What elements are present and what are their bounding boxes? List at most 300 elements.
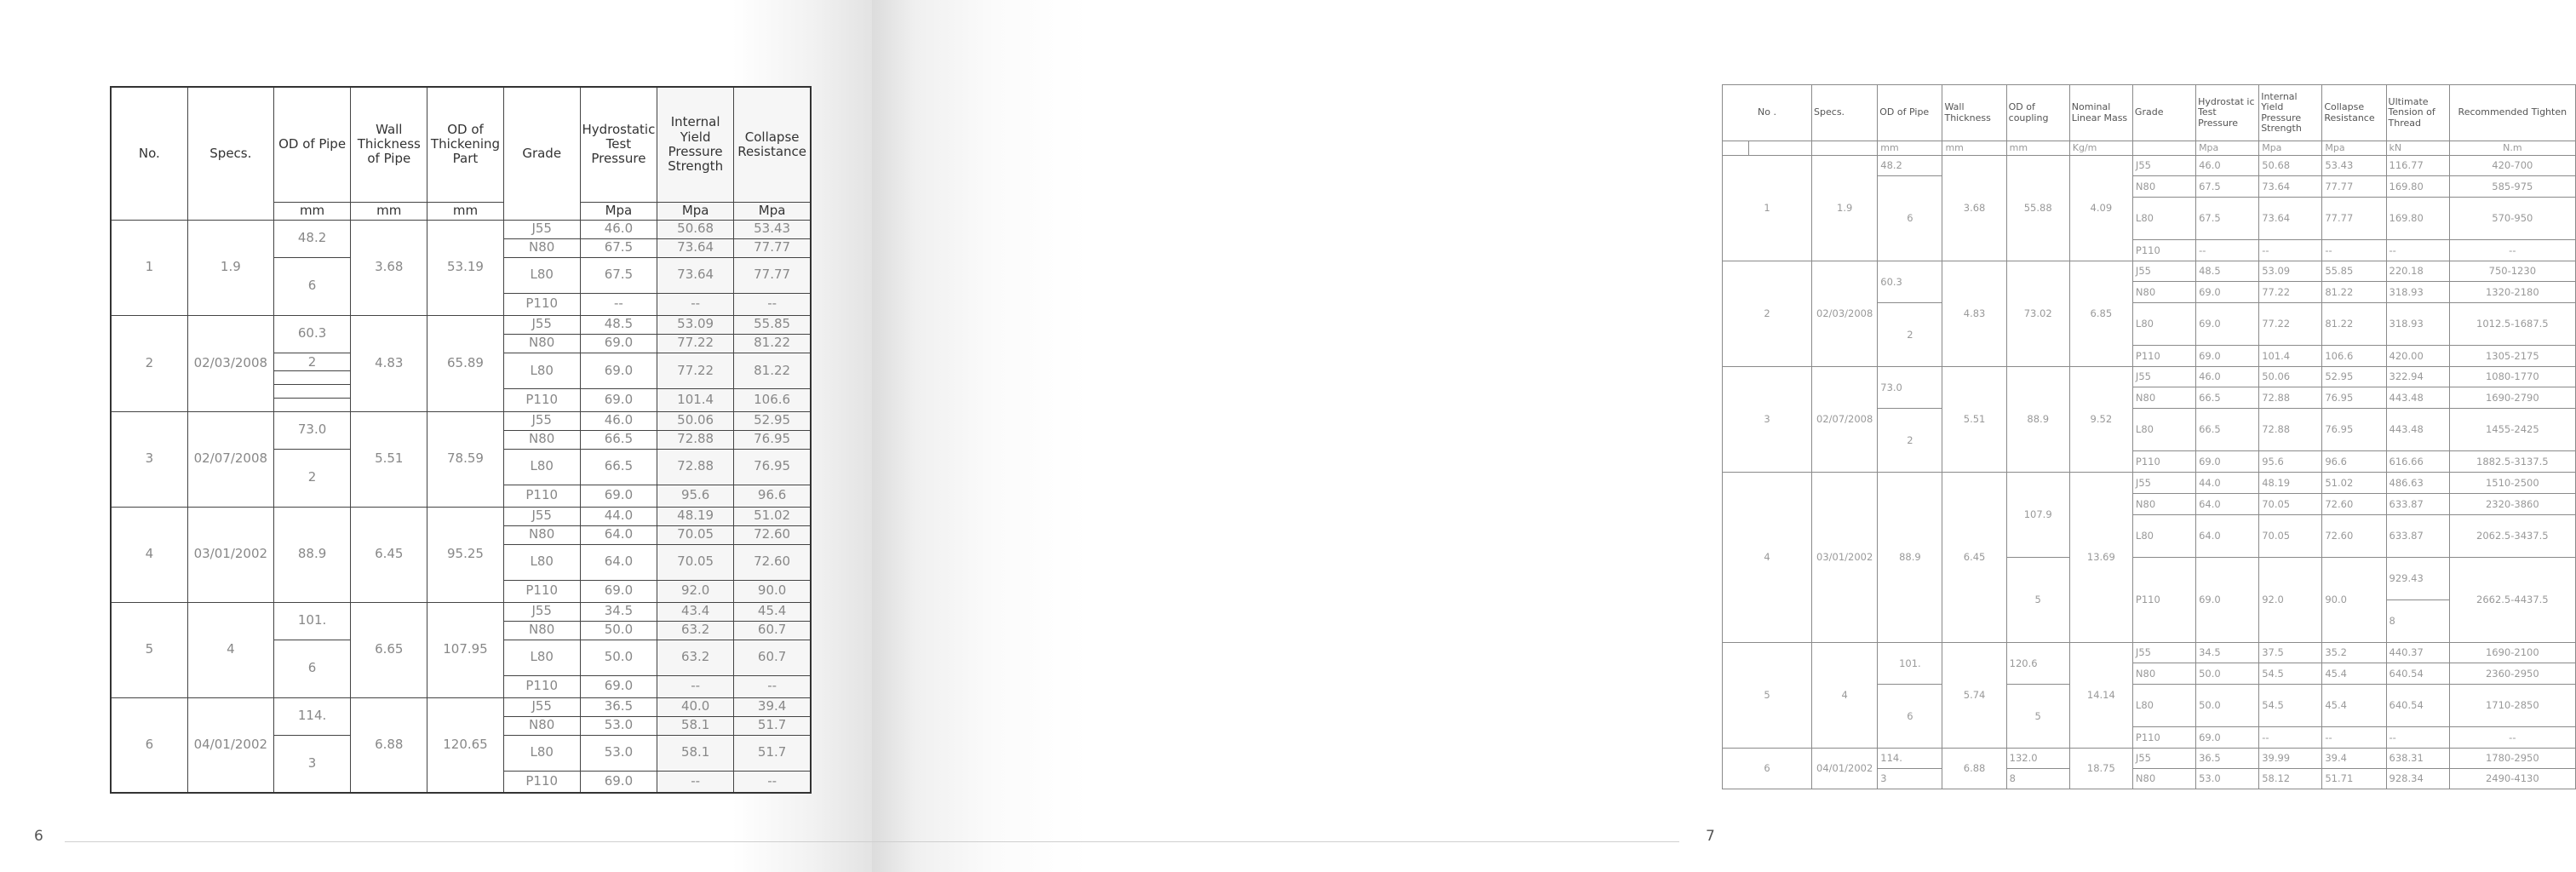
od-coupling-value: 88.9: [2006, 367, 2069, 473]
recommended-tighten-value: 1510-2500: [2449, 473, 2575, 494]
od-pipe-value: 2: [1878, 303, 1942, 367]
od-thickening-value: 65.89: [427, 315, 503, 411]
nominal-mass-value: 4.09: [2069, 156, 2132, 261]
spec-value: 02/03/2008: [1812, 261, 1878, 367]
header-od-thickening: OD of Thickening Part: [427, 87, 503, 202]
internal-yield-value: 48.19: [2259, 473, 2322, 494]
internal-yield-value: 39.99: [2259, 749, 2322, 769]
unit-od-thick: mm: [427, 202, 503, 220]
internal-yield-value: 77.22: [2259, 282, 2322, 303]
hydrostatic-value: 64.0: [580, 544, 657, 580]
collapse-value: 90.0: [2322, 558, 2386, 643]
table-row: [1723, 643, 2576, 663]
unit-ultimate: kN: [2386, 141, 2449, 156]
internal-yield-value: 58.12: [2259, 769, 2322, 789]
header-collapse: Collapse Resistance: [734, 87, 811, 202]
hydrostatic-value: 46.0: [2196, 156, 2259, 176]
row-number: 2: [111, 315, 187, 411]
footer-rule: [65, 841, 872, 842]
grade-value: L80: [503, 640, 580, 675]
unit-hydro: Mpa: [2196, 141, 2259, 156]
table-row: [111, 220, 811, 238]
recommended-tighten-value: 420-700: [2449, 156, 2575, 176]
spec-value: 02/03/2008: [187, 315, 273, 411]
grade-value: N80: [2132, 387, 2195, 409]
table-row: [111, 507, 811, 525]
wall-thickness-value: 4.83: [351, 315, 427, 411]
grade-value: J55: [2132, 749, 2195, 769]
recommended-tighten-value: 1780-2950: [2449, 749, 2575, 769]
od-thickening-value: 120.65: [427, 697, 503, 793]
internal-yield-value: 101.4: [657, 389, 734, 411]
hydrostatic-value: 50.0: [580, 640, 657, 675]
internal-yield-value: --: [657, 293, 734, 315]
hydrostatic-value: 69.0: [580, 485, 657, 507]
grade-value: J55: [503, 602, 580, 621]
casing-spec-table-left: [110, 86, 812, 794]
grade-value: J55: [2132, 367, 2195, 387]
ultimate-tension-value: 638.31: [2386, 749, 2449, 769]
grade-value: J55: [503, 507, 580, 525]
hydrostatic-value: 67.5: [580, 238, 657, 257]
grade-value: P110: [2132, 727, 2195, 749]
unit-collapse: Mpa: [734, 202, 811, 220]
od-coupling-value: 120.6: [2006, 643, 2069, 685]
header-ultimate-tension: Ultimate Tension of Thread: [2386, 85, 2449, 141]
od-pipe-value: 88.9: [1878, 473, 1942, 643]
internal-yield-value: 73.64: [2259, 198, 2322, 240]
hydrostatic-value: 69.0: [580, 353, 657, 389]
od-pipe-value: 101.: [1878, 643, 1942, 685]
collapse-value: 51.7: [734, 716, 811, 735]
internal-yield-value: 48.19: [657, 507, 734, 525]
wall-thickness-value: 6.45: [351, 507, 427, 602]
grade-value: N80: [503, 621, 580, 640]
header-no: No .: [1723, 85, 1812, 141]
header-wall-thickness: Wall Thickness of Pipe: [351, 87, 427, 202]
od-coupling-value: 8: [2006, 769, 2069, 789]
left-page: [0, 0, 872, 872]
wall-thickness-value: 3.68: [1942, 156, 2006, 261]
grade-value: P110: [503, 485, 580, 507]
internal-yield-value: 63.2: [657, 621, 734, 640]
row-number: 1: [1723, 156, 1812, 261]
unit-od-coupling: mm: [2006, 141, 2069, 156]
spec-value: 02/07/2008: [187, 411, 273, 507]
grade-value: N80: [503, 716, 580, 735]
internal-yield-value: 72.88: [657, 430, 734, 449]
ultimate-tension-value: 220.18: [2386, 261, 2449, 282]
header-internal-yield: Internal Yield Pressure Strength: [2259, 85, 2322, 141]
od-coupling-value: 5: [2006, 558, 2069, 643]
recommended-tighten-value: --: [2449, 240, 2575, 261]
ultimate-tension-value: 116.77: [2386, 156, 2449, 176]
header-collapse: Collapse Resistance: [2322, 85, 2386, 141]
od-pipe-value: 2: [274, 353, 350, 371]
grade-value: P110: [503, 580, 580, 602]
od-pipe-blank-cell: [274, 385, 350, 399]
row-number: 2: [1723, 261, 1812, 367]
hydrostatic-value: 67.5: [2196, 198, 2259, 240]
nominal-mass-value: 18.75: [2069, 749, 2132, 789]
od-pipe-value-split: [273, 353, 350, 411]
recommended-tighten-value: --: [2449, 727, 2575, 749]
internal-yield-value: 70.05: [2259, 515, 2322, 558]
table-row: [1723, 261, 2576, 282]
grade-value: P110: [503, 293, 580, 315]
row-number: 6: [1723, 749, 1812, 789]
collapse-value: 96.6: [2322, 451, 2386, 473]
table-row: [1723, 367, 2576, 387]
grade-value: L80: [2132, 685, 2195, 727]
ultimate-tension-value: 420.00: [2386, 346, 2449, 367]
grade-value: N80: [503, 334, 580, 353]
recommended-tighten-value: 750-1230: [2449, 261, 2575, 282]
nominal-mass-value: 6.85: [2069, 261, 2132, 367]
table-row: [1723, 473, 2576, 494]
hydrostatic-value: 50.0: [2196, 663, 2259, 685]
grade-value: L80: [503, 353, 580, 389]
collapse-value: 72.60: [2322, 494, 2386, 515]
ultimate-tension-value: 318.93: [2386, 303, 2449, 346]
header-grade: Grade: [2132, 85, 2195, 141]
recommended-tighten-value: 1710-2850: [2449, 685, 2575, 727]
internal-yield-value: 53.09: [2259, 261, 2322, 282]
grade-value: P110: [2132, 240, 2195, 261]
internal-yield-value: 54.5: [2259, 685, 2322, 727]
grade-value: N80: [2132, 176, 2195, 198]
hydrostatic-value: 69.0: [580, 771, 657, 793]
hydrostatic-value: 66.5: [580, 449, 657, 485]
recommended-tighten-value: 1305-2175: [2449, 346, 2575, 367]
grade-value: N80: [503, 430, 580, 449]
row-number: 4: [111, 507, 187, 602]
header-wall-thickness: Wall Thickness: [1942, 85, 2006, 141]
grade-value: P110: [503, 771, 580, 793]
collapse-value: 76.95: [734, 430, 811, 449]
od-pipe-value: 2: [273, 449, 350, 507]
hydrostatic-value: 53.0: [580, 735, 657, 771]
hydrostatic-value: 69.0: [580, 675, 657, 697]
internal-yield-value: 95.6: [2259, 451, 2322, 473]
collapse-value: 90.0: [734, 580, 811, 602]
collapse-value: --: [2322, 727, 2386, 749]
internal-yield-value: 73.64: [657, 238, 734, 257]
collapse-value: 52.95: [734, 411, 811, 430]
header-internal-yield: Internal Yield Pressure Strength: [657, 87, 734, 202]
header-grade: Grade: [503, 87, 580, 220]
collapse-value: 77.77: [2322, 176, 2386, 198]
hydrostatic-value: 66.5: [580, 430, 657, 449]
unit-hydro: Mpa: [580, 202, 657, 220]
hydrostatic-value: 50.0: [580, 621, 657, 640]
grade-value: N80: [503, 238, 580, 257]
internal-yield-value: 50.06: [2259, 367, 2322, 387]
recommended-tighten-value: 2320-3860: [2449, 494, 2575, 515]
casing-spec-table-right: [1722, 84, 2576, 789]
header-od-pipe: OD of Pipe: [1878, 85, 1942, 141]
internal-yield-value: 37.5: [2259, 643, 2322, 663]
od-pipe-sub-cells: [274, 353, 350, 411]
unit-tighten: N.m: [2449, 141, 2575, 156]
collapse-value: 76.95: [734, 449, 811, 485]
hydrostatic-value: 66.5: [2196, 409, 2259, 451]
od-pipe-value: 60.3: [273, 315, 350, 353]
internal-yield-value: 92.0: [657, 580, 734, 602]
grade-value: N80: [503, 525, 580, 544]
hydrostatic-value: 50.0: [2196, 685, 2259, 727]
header-od-pipe: OD of Pipe: [273, 87, 350, 202]
collapse-value: 51.02: [2322, 473, 2386, 494]
collapse-value: 51.7: [734, 735, 811, 771]
od-pipe-value: 88.9: [273, 507, 350, 602]
od-pipe-value: 60.3: [1878, 261, 1942, 303]
grade-value: J55: [2132, 473, 2195, 494]
recommended-tighten-value: 1455-2425: [2449, 409, 2575, 451]
recommended-tighten-value: 2490-4130: [2449, 769, 2575, 789]
grade-value: L80: [2132, 409, 2195, 451]
grade-value: P110: [503, 389, 580, 411]
collapse-value: 51.02: [734, 507, 811, 525]
internal-yield-value: 77.22: [2259, 303, 2322, 346]
collapse-value: 77.77: [2322, 198, 2386, 240]
nominal-mass-value: 9.52: [2069, 367, 2132, 473]
ultimate-tension-value: --: [2386, 727, 2449, 749]
hydrostatic-value: 53.0: [580, 716, 657, 735]
od-pipe-value: 6: [273, 257, 350, 315]
internal-yield-value: 92.0: [2259, 558, 2322, 643]
right-page: [872, 0, 2567, 872]
unit-wall: mm: [1942, 141, 2006, 156]
grade-value: J55: [2132, 643, 2195, 663]
hydrostatic-value: 64.0: [580, 525, 657, 544]
collapse-value: 55.85: [734, 315, 811, 334]
od-pipe-value: 114.: [1878, 749, 1942, 769]
internal-yield-value: 53.09: [657, 315, 734, 334]
wall-thickness-value: 6.65: [351, 602, 427, 697]
hydrostatic-value: 69.0: [2196, 346, 2259, 367]
ultimate-tension-value: 443.48: [2386, 409, 2449, 451]
row-number: 3: [111, 411, 187, 507]
hydrostatic-value: 67.5: [580, 257, 657, 293]
wall-thickness-value: 5.51: [351, 411, 427, 507]
od-pipe-value: 73.0: [1878, 367, 1942, 409]
hydrostatic-value: 69.0: [2196, 282, 2259, 303]
collapse-value: 35.2: [2322, 643, 2386, 663]
hydrostatic-value: --: [580, 293, 657, 315]
hydrostatic-value: 69.0: [580, 580, 657, 602]
grade-value: J55: [503, 411, 580, 430]
wall-thickness-value: 6.88: [351, 697, 427, 793]
table-row: [111, 411, 811, 430]
collapse-value: 76.95: [2322, 409, 2386, 451]
hydrostatic-value: 69.0: [2196, 451, 2259, 473]
ultimate-tension-value: 486.63: [2386, 473, 2449, 494]
internal-yield-value: 73.64: [2259, 176, 2322, 198]
internal-yield-value: 54.5: [2259, 663, 2322, 685]
od-thickening-value: 107.95: [427, 602, 503, 697]
grade-value: J55: [2132, 261, 2195, 282]
collapse-value: 39.4: [2322, 749, 2386, 769]
hydrostatic-value: 69.0: [580, 389, 657, 411]
ultimate-tension-value: 633.87: [2386, 515, 2449, 558]
hydrostatic-value: 44.0: [2196, 473, 2259, 494]
row-number: 5: [111, 602, 187, 697]
ultimate-tension-value: 640.54: [2386, 685, 2449, 727]
hydrostatic-value: 46.0: [580, 220, 657, 238]
grade-value: N80: [2132, 769, 2195, 789]
od-thickening-value: 95.25: [427, 507, 503, 602]
internal-yield-value: 63.2: [657, 640, 734, 675]
grade-value: L80: [503, 544, 580, 580]
unit-blank-cell: [1748, 141, 1811, 156]
collapse-value: 76.95: [2322, 387, 2386, 409]
collapse-value: 52.95: [2322, 367, 2386, 387]
wall-thickness-value: 5.51: [1942, 367, 2006, 473]
collapse-value: 106.6: [734, 389, 811, 411]
hydrostatic-value: 64.0: [2196, 515, 2259, 558]
table-row: [111, 697, 811, 716]
od-pipe-value: 3: [273, 735, 350, 793]
ultimate-tension-value: 318.93: [2386, 282, 2449, 303]
internal-yield-value: 50.06: [657, 411, 734, 430]
row-number: 3: [1723, 367, 1812, 473]
header-nominal-mass: Nominal Linear Mass: [2069, 85, 2132, 141]
internal-yield-value: --: [2259, 240, 2322, 261]
collapse-value: 55.85: [2322, 261, 2386, 282]
spec-value: 03/01/2002: [187, 507, 273, 602]
od-coupling-value: 107.9: [2006, 473, 2069, 558]
hydrostatic-value: 69.0: [2196, 558, 2259, 643]
od-thickening-value: 78.59: [427, 411, 503, 507]
ultimate-tension-value: 616.66: [2386, 451, 2449, 473]
header-od-coupling: OD of coupling: [2006, 85, 2069, 141]
ultimate-tension-value: 322.94: [2386, 367, 2449, 387]
od-coupling-value: 73.02: [2006, 261, 2069, 367]
collapse-value: 45.4: [2322, 663, 2386, 685]
unit-internal: Mpa: [2259, 141, 2322, 156]
collapse-value: 77.77: [734, 257, 811, 293]
od-pipe-blank-cell: [274, 399, 350, 411]
od-coupling-value: 132.0: [2006, 749, 2069, 769]
recommended-tighten-value: 1690-2100: [2449, 643, 2575, 663]
grade-value: L80: [503, 449, 580, 485]
unit-blank-cell: [1812, 141, 1878, 156]
collapse-value: 72.60: [734, 525, 811, 544]
hydrostatic-value: 48.5: [2196, 261, 2259, 282]
recommended-tighten-value: 1690-2790: [2449, 387, 2575, 409]
collapse-value: 81.22: [734, 353, 811, 389]
spec-value: 1.9: [187, 220, 273, 315]
collapse-value: 45.4: [2322, 685, 2386, 727]
grade-value: P110: [503, 675, 580, 697]
collapse-value: 53.43: [2322, 156, 2386, 176]
grade-value: L80: [503, 735, 580, 771]
collapse-value: 81.22: [2322, 303, 2386, 346]
spec-value: 4: [187, 602, 273, 697]
od-pipe-value: 73.0: [273, 411, 350, 449]
nominal-mass-value: 14.14: [2069, 643, 2132, 749]
recommended-tighten-value: 2662.5-4437.5: [2449, 558, 2575, 643]
internal-yield-value: 40.0: [657, 697, 734, 716]
table-row: [1723, 156, 2576, 176]
recommended-tighten-value: 2062.5-3437.5: [2449, 515, 2575, 558]
hydrostatic-value: 64.0: [2196, 494, 2259, 515]
internal-yield-value: --: [657, 771, 734, 793]
grade-value: N80: [2132, 282, 2195, 303]
internal-yield-value: 70.05: [657, 525, 734, 544]
recommended-tighten-value: 585-975: [2449, 176, 2575, 198]
grade-value: J55: [503, 315, 580, 334]
page-number: 6: [34, 828, 43, 845]
nominal-mass-value: 13.69: [2069, 473, 2132, 643]
od-pipe-value: 6: [1878, 685, 1942, 749]
spec-value: 02/07/2008: [1812, 367, 1878, 473]
internal-yield-value: 95.6: [657, 485, 734, 507]
unit-blank-cell: [2132, 141, 2195, 156]
recommended-tighten-value: 570-950: [2449, 198, 2575, 240]
grade-value: P110: [2132, 558, 2195, 643]
spec-value: 04/01/2002: [1812, 749, 1878, 789]
row-number: 4: [1723, 473, 1812, 643]
internal-yield-value: 58.1: [657, 735, 734, 771]
unit-wall: mm: [351, 202, 427, 220]
unit-od-pipe: mm: [273, 202, 350, 220]
grade-value: J55: [503, 220, 580, 238]
od-pipe-value: 48.2: [1878, 156, 1942, 176]
internal-yield-value: --: [657, 675, 734, 697]
spec-value: 1.9: [1812, 156, 1878, 261]
od-pipe-value: 6: [1878, 176, 1942, 261]
spec-value: 4: [1812, 643, 1878, 749]
hydrostatic-value: 46.0: [580, 411, 657, 430]
recommended-tighten-value: 1320-2180: [2449, 282, 2575, 303]
ultimate-tension-value: 169.80: [2386, 176, 2449, 198]
internal-yield-value: 70.05: [657, 544, 734, 580]
table-row: [1723, 749, 2576, 769]
unit-blank-cell: [1723, 141, 1749, 156]
page-number: 7: [1706, 828, 1715, 845]
internal-yield-value: 77.22: [657, 353, 734, 389]
footer-rule: [872, 841, 1679, 842]
od-coupling-value: 5: [2006, 685, 2069, 749]
recommended-tighten-value: 1882.5-3137.5: [2449, 451, 2575, 473]
grade-value: L80: [503, 257, 580, 293]
internal-yield-value: 50.68: [2259, 156, 2322, 176]
od-pipe-value: 6: [273, 640, 350, 697]
hydrostatic-value: 69.0: [580, 334, 657, 353]
unit-collapse: Mpa: [2322, 141, 2386, 156]
od-pipe-value: 114.: [273, 697, 350, 735]
recommended-tighten-value: 2360-2950: [2449, 663, 2575, 685]
collapse-value: 81.22: [2322, 282, 2386, 303]
collapse-value: --: [734, 293, 811, 315]
internal-yield-value: 70.05: [2259, 494, 2322, 515]
collapse-value: 51.71: [2322, 769, 2386, 789]
ultimate-tension-value: 929.43: [2386, 558, 2449, 600]
collapse-value: 72.60: [734, 544, 811, 580]
od-thickening-value: 53.19: [427, 220, 503, 315]
internal-yield-value: 77.22: [657, 334, 734, 353]
wall-thickness-value: 5.74: [1942, 643, 2006, 749]
hydrostatic-value: 36.5: [2196, 749, 2259, 769]
collapse-value: 60.7: [734, 640, 811, 675]
collapse-value: 106.6: [2322, 346, 2386, 367]
internal-yield-value: 58.1: [657, 716, 734, 735]
row-number: 1: [111, 220, 187, 315]
row-number: 5: [1723, 643, 1812, 749]
internal-yield-value: 101.4: [2259, 346, 2322, 367]
